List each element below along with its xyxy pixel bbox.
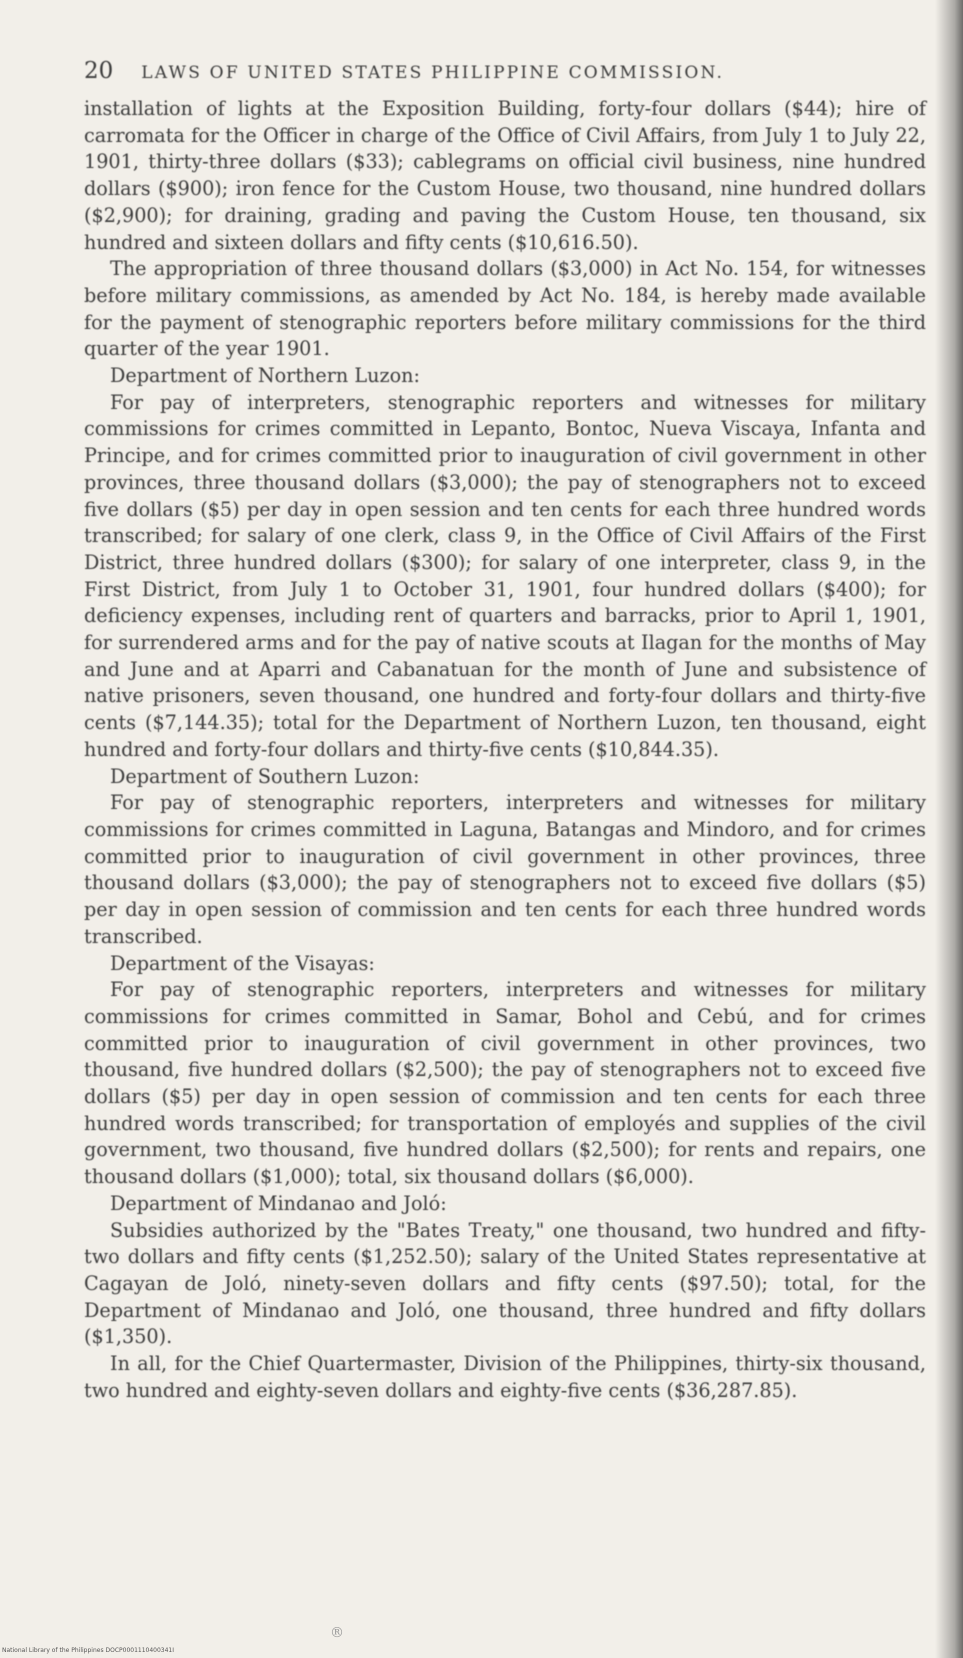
page-text <box>84 58 926 1404</box>
paragraph-total: In all, for the Chief Quartermaster, Division of the Philippines, thirty-six thousand, two hundred and eighty-seven dollars and eighty-five cents ($36,287.85). <box>84 1352 926 1402</box>
heading-visayas: Department of the Visayas: <box>110 951 375 975</box>
running-header <box>84 58 926 84</box>
paragraph-custom-house: installation of lights at the Exposition Building, forty-four dollars ($44); hire of carromata for the Officer in charge of the Office of Civil Affairs, from July 1 to July 22, 1901, thirty-three dollars ($33); cablegrams on official civil business, nine hundred dollars ($900); iron fence for the Custom House, two thousand, nine hundred dollars ($2,900); for draining, grading and paving the Custom House, ten thousand, six hundred and sixteen dollars and fifty cents ($10,616.50). <box>84 97 926 254</box>
paragraph-witness-appropriation: The appropriation of three thousand dollars ($3,000) in Act No. 154, for witnesses before military commissions, as amended by Act No. 184, is hereby made available for the payment of stenographic reporters before military commissions for the third quarter of the year 1901. <box>84 257 926 361</box>
heading-mindanao-jolo: Department of Mindanao and Joló: <box>110 1191 447 1215</box>
paragraph-mindanao-jolo: Subsidies authorized by the "Bates Treaty," one thousand, two hundred and fifty-two dollars and fifty cents ($1,252.50); salary of the United States representative at Cagayan de Joló, ninety-seven dollars and fifty cents ($97.50); total, for the Department of Mindanao and Joló, one thousand, three hundred and fifty dollars ($1,350). <box>84 1218 926 1349</box>
page-mark: ® <box>330 1625 344 1641</box>
heading-northern-luzon: Department of Northern Luzon: <box>110 364 420 388</box>
paragraph-northern-luzon: For pay of interpreters, stenographic reporters and witnesses for military commissions for crimes committed in Lepanto, Bontoc, Nueva Viscaya, Infanta and Principe, and for crimes committed prior to inauguration of civil government in other provinces, three thousand dollars ($3,000); the pay of stenographers not to exceed five dollars ($5) per day in open session and ten cents for each three hundred words transcribed; for salary of one clerk, class 9, in the Office of Civil Affairs of the First District, three hundred dollars ($300); for salary of one interpreter, class 9, in the First District, from July 1 to October 31, 1901, four hundred dollars ($400); for deficiency expenses, including rent of quarters and barracks, prior to April 1, 1901, for surrendered arms and for the pay of native scouts at Ilagan for the months of May and June and at Aparri and Cabanatuan for the month of June and subsistence of native prisoners, seven thousand, one hundred and forty-four dollars and thirty-five cents ($7,144.35); total for the Department of Northern Luzon, ten thousand, eight hundred and forty-four dollars and thirty-five cents ($10,844.35). <box>84 390 926 761</box>
page-number: 20 <box>84 58 114 84</box>
scan-credit: National Library of the Philippines DOCP0001110400341I <box>2 1647 175 1654</box>
paragraph-visayas: For pay of stenographic reporters, interpreters and witnesses for military commissions for crimes committed in Samar, Bohol and Cebú, and for crimes committed prior to inauguration of civil government in other provinces, two thousand, five hundred dollars ($2,500); the pay of stenographers not to exceed five dollars ($5) per day in open session of commission and ten cents for each three hundred words transcribed; for transportation of employés and supplies of the civil government, two thousand, five hundred dollars ($2,500); for rents and repairs, one thousand dollars ($1,000); total, six thousand dollars ($6,000). <box>84 978 926 1189</box>
paragraph-southern-luzon: For pay of stenographic reporters, interpreters and witnesses for military commissions for crimes committed in Laguna, Batangas and Mindoro, and for crimes committed prior to inauguration of civil government in other provinces, three thousand dollars ($3,000); the pay of stenographers not to exceed five dollars ($5) per day in open session of commission and ten cents for each three hundred words transcribed. <box>84 791 926 948</box>
heading-southern-luzon: Department of Southern Luzon: <box>110 764 420 788</box>
page-edge-shadow <box>935 0 963 1658</box>
header-title: LAWS OF UNITED STATES PHILIPPINE COMMISSION. <box>141 63 725 83</box>
